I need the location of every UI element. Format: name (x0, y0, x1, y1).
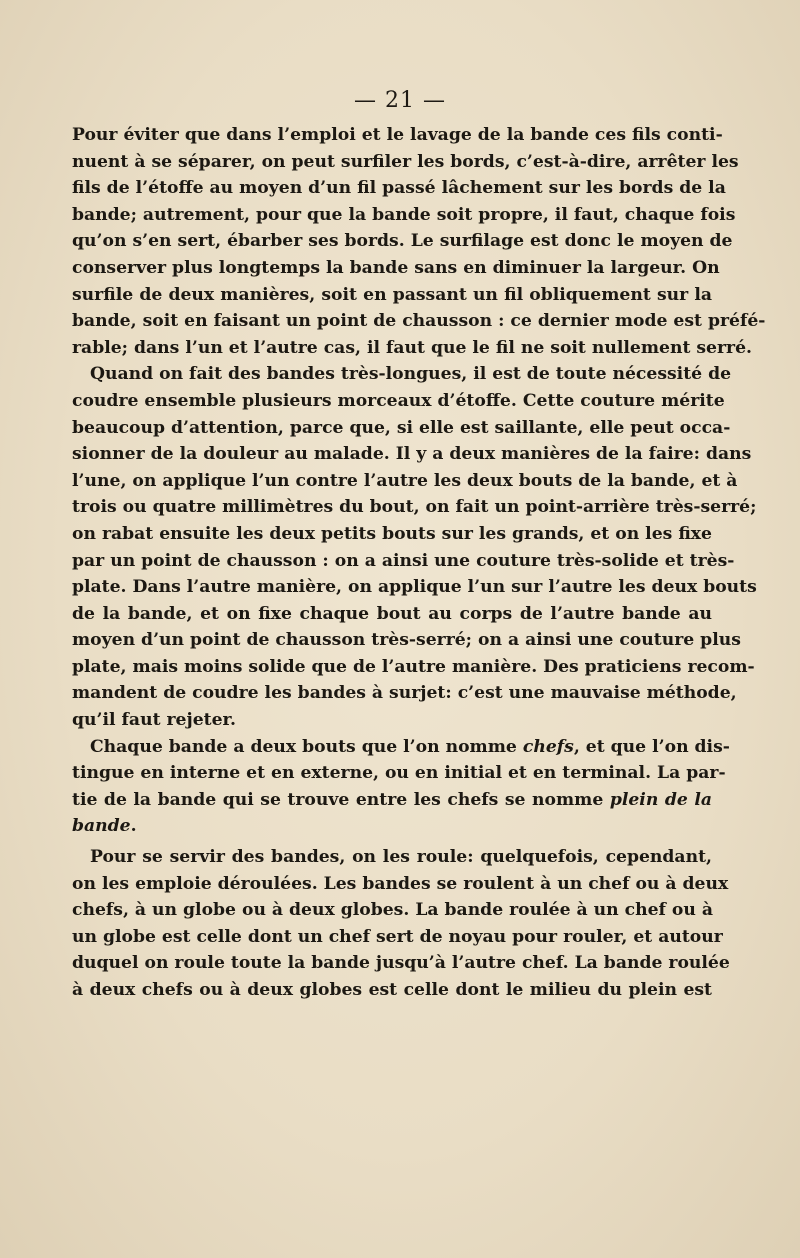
italic-term: bande (72, 816, 131, 837)
text-line: conserver plus longtemps la bande sans en diminuer la largeur. On (72, 257, 720, 278)
text-line: Pour éviter que dans l’emploi et le lavage de la bande ces fils conti- (72, 125, 723, 145)
text-line: trois ou quatre millimètres du bout, on fait un point-arrière très-serré; (72, 497, 757, 518)
text-line: beaucoup d’attention, parce que, si elle est saillante, elle peut occa- (72, 417, 731, 438)
body-text (72, 122, 766, 1004)
text-line: qu’il faut rejeter. (72, 710, 236, 731)
paragraph (72, 844, 730, 1004)
text-run: . (130, 816, 137, 837)
text-line: chefs, à un globe ou à deux globes. La bande roulée à un chef ou à (72, 900, 713, 921)
text-line: plate. Dans l’autre manière, on applique l’un sur l’autre les deux bouts (72, 577, 757, 598)
text-line (72, 734, 730, 761)
text-line: coudre ensemble plusieurs morceaux d’étoffe. Cette couture mérite (72, 390, 725, 411)
text-line: rable; dans l’un et l’autre cas, il faut que le fil ne soit nullement serré. (72, 337, 753, 358)
text-line: bande; autrement, pour que la bande soit propre, il faut, chaque fois (72, 204, 736, 225)
page-number: — 21 — (354, 88, 446, 113)
text-line: tingue en interne et en externe, ou en initial et en terminal. La par- (72, 763, 726, 784)
text-line: un globe est celle dont un chef sert de noyau pour rouler, et autour (72, 926, 723, 947)
paragraph (72, 361, 757, 733)
text-line: mandent de coudre les bandes à surjet: c’est une mauvaise méthode, (72, 683, 737, 704)
text-line: fils de l’étoffe au moyen d’un fil passé lâchement sur les bords de la (72, 178, 726, 199)
text-line: nuent à se séparer, on peut surfiler les bords, c’est-à-dire, arrêter les (72, 151, 739, 172)
text-line: on les emploie déroulées. Les bandes se roulent à un chef ou à deux (72, 873, 729, 894)
text-line: plate, mais moins solide que de l’autre manière. Des praticiens recom- (72, 656, 755, 677)
paragraph (72, 122, 766, 361)
text-run: , et que l’on dis- (573, 736, 730, 757)
text-line: Quand on fait des bandes très-longues, il est de toute nécessité de (90, 364, 732, 385)
italic-term: plein de la (609, 789, 712, 810)
text-line: qu’on s’en sert, ébarber ses bords. Le surfilage est donc le moyen de (72, 231, 733, 252)
italic-term: chefs (522, 736, 574, 757)
text-line: Pour se servir des bandes, on les roule: quelquefois, cependant, (90, 847, 712, 868)
text-line: bande, soit en faisant un point de chausson : ce dernier mode est préfé- (72, 311, 766, 332)
text-line: de la bande, et on fixe chaque bout au corps de l’autre bande au (72, 603, 712, 624)
text-line: sionner de la douleur au malade. Il y a deux manières de la faire: dans (72, 444, 752, 465)
text-run: tie de la bande qui se trouve entre les chefs se nomme (72, 789, 610, 810)
text-run: Chaque bande a deux bouts que l’on nomme (90, 736, 523, 757)
text-line: surfile de deux manières, soit en passant un fil obliquement sur la (72, 284, 712, 305)
paragraph (72, 734, 730, 840)
text-line: l’une, on applique l’un contre l’autre les deux bouts de la bande, et à (72, 470, 738, 491)
text-line: moyen d’un point de chausson très-serré; on a ainsi une couture plus (72, 630, 741, 651)
text-line: duquel on roule toute la bande jusqu’à l’autre chef. La bande roulée (72, 953, 730, 974)
text-line: on rabat ensuite les deux petits bouts sur les grands, et on les fixe (72, 523, 712, 544)
text-line: par un point de chausson : on a ainsi une couture très-solide et très- (72, 550, 735, 571)
text-line (72, 813, 712, 840)
text-line: à deux chefs ou à deux globes est celle dont le milieu du plein est (72, 980, 712, 1000)
text-line (72, 787, 712, 814)
